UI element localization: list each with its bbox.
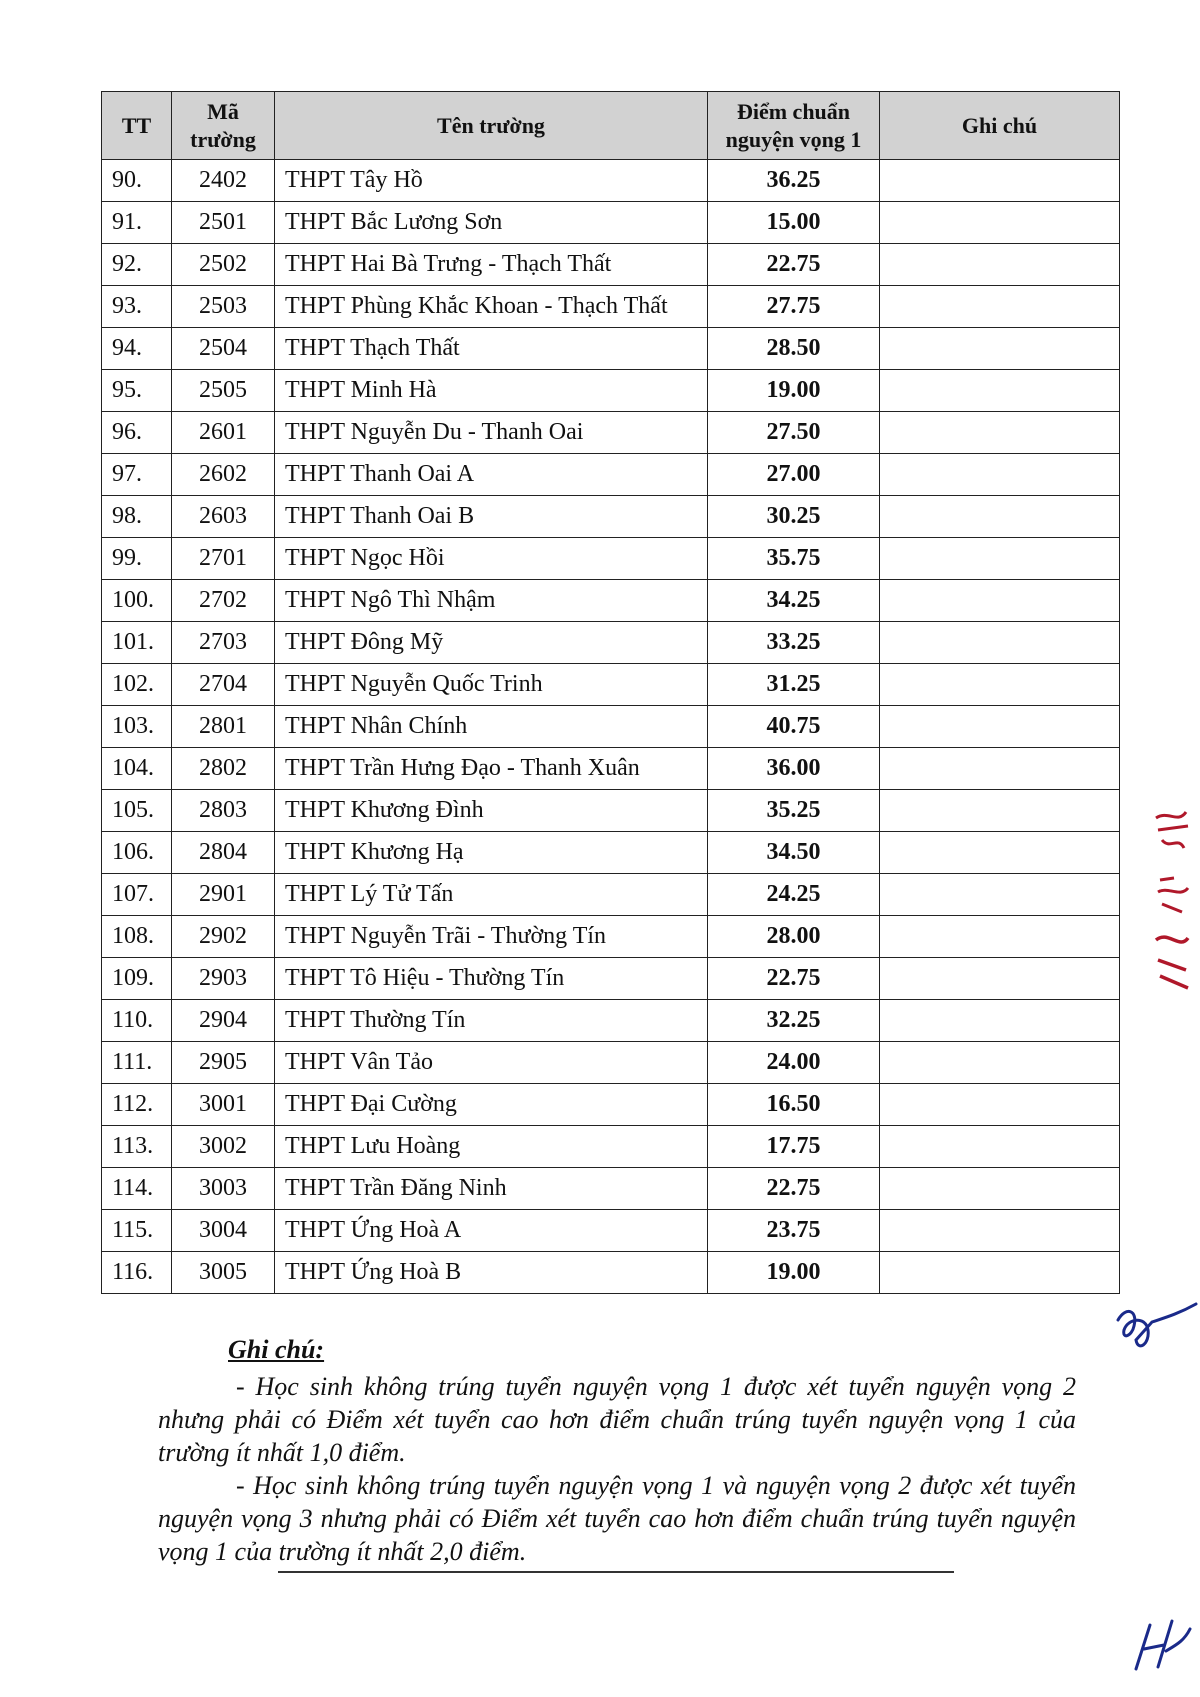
row-diem-chuan: 16.50 — [708, 1084, 880, 1126]
row-ten-truong: THPT Tô Hiệu - Thường Tín — [275, 958, 708, 1000]
row-diem-chuan: 23.75 — [708, 1210, 880, 1252]
row-ten-truong: THPT Nguyễn Trãi - Thường Tín — [275, 916, 708, 958]
row-tt: 106. — [102, 832, 172, 874]
row-diem-chuan: 35.25 — [708, 790, 880, 832]
row-ma-truong: 3002 — [172, 1126, 275, 1168]
row-diem-chuan: 19.00 — [708, 370, 880, 412]
row-tt: 90. — [102, 160, 172, 202]
row-diem-chuan: 24.00 — [708, 1042, 880, 1084]
row-tt: 96. — [102, 412, 172, 454]
row-ma-truong: 3003 — [172, 1168, 275, 1210]
row-tt: 93. — [102, 286, 172, 328]
row-ghi-chu — [880, 1168, 1120, 1210]
row-ma-truong: 2901 — [172, 874, 275, 916]
row-ghi-chu — [880, 454, 1120, 496]
margin-stamp-mark — [1148, 800, 1196, 1000]
table-row — [102, 664, 1120, 706]
row-diem-chuan: 35.75 — [708, 538, 880, 580]
table-row — [102, 454, 1120, 496]
row-diem-chuan: 34.25 — [708, 580, 880, 622]
row-ghi-chu — [880, 958, 1120, 1000]
row-ma-truong: 2904 — [172, 1000, 275, 1042]
row-tt: 92. — [102, 244, 172, 286]
table-row — [102, 1126, 1120, 1168]
row-tt: 104. — [102, 748, 172, 790]
row-tt: 113. — [102, 1126, 172, 1168]
header-diem-chuan: Điểm chuẩn nguyện vọng 1 — [708, 92, 880, 160]
row-tt: 110. — [102, 1000, 172, 1042]
row-ten-truong: THPT Phùng Khắc Khoan - Thạch Thất — [275, 286, 708, 328]
table-header — [102, 92, 1120, 160]
row-ma-truong: 3004 — [172, 1210, 275, 1252]
table-row — [102, 1084, 1120, 1126]
table-row — [102, 328, 1120, 370]
table-row — [102, 412, 1120, 454]
header-ma-truong: Mã trường — [172, 92, 275, 160]
row-diem-chuan: 22.75 — [708, 244, 880, 286]
row-ma-truong: 2504 — [172, 328, 275, 370]
row-ma-truong: 2704 — [172, 664, 275, 706]
row-diem-chuan: 19.00 — [708, 1252, 880, 1294]
table-row — [102, 622, 1120, 664]
header-ten-truong: Tên trường — [275, 92, 708, 160]
row-ghi-chu — [880, 874, 1120, 916]
row-ten-truong: THPT Đại Cường — [275, 1084, 708, 1126]
row-ma-truong: 2801 — [172, 706, 275, 748]
row-ten-truong: THPT Thanh Oai A — [275, 454, 708, 496]
row-ghi-chu — [880, 286, 1120, 328]
table-row — [102, 748, 1120, 790]
row-ten-truong: THPT Đông Mỹ — [275, 622, 708, 664]
row-tt: 116. — [102, 1252, 172, 1294]
row-tt: 109. — [102, 958, 172, 1000]
header-tt: TT — [102, 92, 172, 160]
row-diem-chuan: 28.50 — [708, 328, 880, 370]
table-row — [102, 1000, 1120, 1042]
table-row — [102, 790, 1120, 832]
row-diem-chuan: 27.50 — [708, 412, 880, 454]
row-ghi-chu — [880, 748, 1120, 790]
row-ma-truong: 2502 — [172, 244, 275, 286]
row-ghi-chu — [880, 832, 1120, 874]
row-ma-truong: 2905 — [172, 1042, 275, 1084]
row-tt: 115. — [102, 1210, 172, 1252]
row-ghi-chu — [880, 202, 1120, 244]
row-diem-chuan: 31.25 — [708, 664, 880, 706]
table-row — [102, 1252, 1120, 1294]
row-diem-chuan: 27.75 — [708, 286, 880, 328]
row-ten-truong: THPT Nhân Chính — [275, 706, 708, 748]
row-ten-truong: THPT Ứng Hoà A — [275, 1210, 708, 1252]
table-row — [102, 874, 1120, 916]
table-row — [102, 832, 1120, 874]
row-ma-truong: 2503 — [172, 286, 275, 328]
row-ghi-chu — [880, 706, 1120, 748]
row-ghi-chu — [880, 328, 1120, 370]
table-row — [102, 538, 1120, 580]
row-diem-chuan: 24.25 — [708, 874, 880, 916]
row-ghi-chu — [880, 1084, 1120, 1126]
table-row — [102, 580, 1120, 622]
row-tt: 103. — [102, 706, 172, 748]
row-ghi-chu — [880, 244, 1120, 286]
table-row — [102, 286, 1120, 328]
row-diem-chuan: 27.00 — [708, 454, 880, 496]
row-tt: 91. — [102, 202, 172, 244]
notes-section — [158, 1333, 1076, 1568]
row-diem-chuan: 36.25 — [708, 160, 880, 202]
table-body — [102, 160, 1120, 1294]
row-ma-truong: 2501 — [172, 202, 275, 244]
row-tt: 111. — [102, 1042, 172, 1084]
row-diem-chuan: 36.00 — [708, 748, 880, 790]
row-diem-chuan: 17.75 — [708, 1126, 880, 1168]
table-row — [102, 1168, 1120, 1210]
admission-score-table — [101, 91, 1120, 1294]
row-tt: 100. — [102, 580, 172, 622]
table-row — [102, 160, 1120, 202]
row-diem-chuan: 22.75 — [708, 1168, 880, 1210]
row-ten-truong: THPT Khương Hạ — [275, 832, 708, 874]
row-ma-truong: 2903 — [172, 958, 275, 1000]
row-diem-chuan: 22.75 — [708, 958, 880, 1000]
table-row — [102, 370, 1120, 412]
row-ghi-chu — [880, 1042, 1120, 1084]
note-item-2: - Học sinh không trúng tuyển nguyện vọng 1 và nguyện vọng 2 được xét tuyển nguyện vọng 3 nhưng phải có Điểm xét tuyển cao hơn điểm chuẩn trúng tuyển nguyện vọng 1 của trường ít nhất 2,0 điểm. — [158, 1471, 1076, 1566]
row-ma-truong: 2402 — [172, 160, 275, 202]
row-ten-truong: THPT Ứng Hoà B — [275, 1252, 708, 1294]
row-tt: 108. — [102, 916, 172, 958]
row-ghi-chu — [880, 1252, 1120, 1294]
initials-mark — [1128, 1615, 1194, 1675]
row-tt: 97. — [102, 454, 172, 496]
row-ghi-chu — [880, 622, 1120, 664]
row-diem-chuan: 30.25 — [708, 496, 880, 538]
row-ten-truong: THPT Ngọc Hồi — [275, 538, 708, 580]
row-ten-truong: THPT Minh Hà — [275, 370, 708, 412]
row-ma-truong: 2603 — [172, 496, 275, 538]
row-ghi-chu — [880, 790, 1120, 832]
table-row — [102, 706, 1120, 748]
row-ten-truong: THPT Vân Tảo — [275, 1042, 708, 1084]
row-ten-truong: THPT Trần Hưng Đạo - Thanh Xuân — [275, 748, 708, 790]
row-ghi-chu — [880, 580, 1120, 622]
row-diem-chuan: 15.00 — [708, 202, 880, 244]
row-tt: 107. — [102, 874, 172, 916]
table-row — [102, 1210, 1120, 1252]
row-tt: 95. — [102, 370, 172, 412]
row-ma-truong: 2902 — [172, 916, 275, 958]
table-row — [102, 1042, 1120, 1084]
notes-title: Ghi chú: — [228, 1335, 325, 1364]
row-ten-truong: THPT Thạch Thất — [275, 328, 708, 370]
row-ma-truong: 2505 — [172, 370, 275, 412]
row-ghi-chu — [880, 1126, 1120, 1168]
row-ma-truong: 2702 — [172, 580, 275, 622]
row-ma-truong: 2703 — [172, 622, 275, 664]
row-ghi-chu — [880, 370, 1120, 412]
row-ghi-chu — [880, 412, 1120, 454]
row-tt: 114. — [102, 1168, 172, 1210]
table-row — [102, 202, 1120, 244]
row-tt: 105. — [102, 790, 172, 832]
row-ma-truong: 2602 — [172, 454, 275, 496]
row-ghi-chu — [880, 538, 1120, 580]
row-diem-chuan: 28.00 — [708, 916, 880, 958]
row-tt: 98. — [102, 496, 172, 538]
row-ghi-chu — [880, 916, 1120, 958]
row-ten-truong: THPT Ngô Thì Nhậm — [275, 580, 708, 622]
row-ten-truong: THPT Khương Đình — [275, 790, 708, 832]
signature-mark — [1112, 1300, 1200, 1356]
row-ten-truong: THPT Nguyễn Du - Thanh Oai — [275, 412, 708, 454]
row-diem-chuan: 34.50 — [708, 832, 880, 874]
row-tt: 99. — [102, 538, 172, 580]
row-ma-truong: 2701 — [172, 538, 275, 580]
row-diem-chuan: 32.25 — [708, 1000, 880, 1042]
table-row — [102, 916, 1120, 958]
table-row — [102, 244, 1120, 286]
row-ten-truong: THPT Tây Hồ — [275, 160, 708, 202]
table-row — [102, 958, 1120, 1000]
end-rule — [278, 1571, 954, 1573]
row-ten-truong: THPT Bắc Lương Sơn — [275, 202, 708, 244]
row-ma-truong: 2804 — [172, 832, 275, 874]
row-ghi-chu — [880, 1210, 1120, 1252]
row-tt: 94. — [102, 328, 172, 370]
note-item-1: - Học sinh không trúng tuyển nguyện vọng 1 được xét tuyển nguyện vọng 2 nhưng phải có Điểm xét tuyển cao hơn điểm chuẩn trúng tuyển nguyện vọng 1 của trường ít nhất 1,0 điểm. — [158, 1372, 1076, 1467]
row-ghi-chu — [880, 160, 1120, 202]
row-ma-truong: 3005 — [172, 1252, 275, 1294]
row-ten-truong: THPT Thường Tín — [275, 1000, 708, 1042]
row-tt: 101. — [102, 622, 172, 664]
table-row — [102, 496, 1120, 538]
row-tt: 102. — [102, 664, 172, 706]
row-ma-truong: 2803 — [172, 790, 275, 832]
row-ten-truong: THPT Thanh Oai B — [275, 496, 708, 538]
header-ghi-chu: Ghi chú — [880, 92, 1120, 160]
row-diem-chuan: 40.75 — [708, 706, 880, 748]
row-ghi-chu — [880, 496, 1120, 538]
row-tt: 112. — [102, 1084, 172, 1126]
row-ma-truong: 2802 — [172, 748, 275, 790]
row-ten-truong: THPT Nguyễn Quốc Trinh — [275, 664, 708, 706]
row-ten-truong: THPT Trần Đăng Ninh — [275, 1168, 708, 1210]
row-diem-chuan: 33.25 — [708, 622, 880, 664]
row-ten-truong: THPT Hai Bà Trưng - Thạch Thất — [275, 244, 708, 286]
row-ghi-chu — [880, 664, 1120, 706]
row-ten-truong: THPT Lưu Hoàng — [275, 1126, 708, 1168]
row-ten-truong: THPT Lý Tử Tấn — [275, 874, 708, 916]
row-ghi-chu — [880, 1000, 1120, 1042]
row-ma-truong: 2601 — [172, 412, 275, 454]
row-ma-truong: 3001 — [172, 1084, 275, 1126]
